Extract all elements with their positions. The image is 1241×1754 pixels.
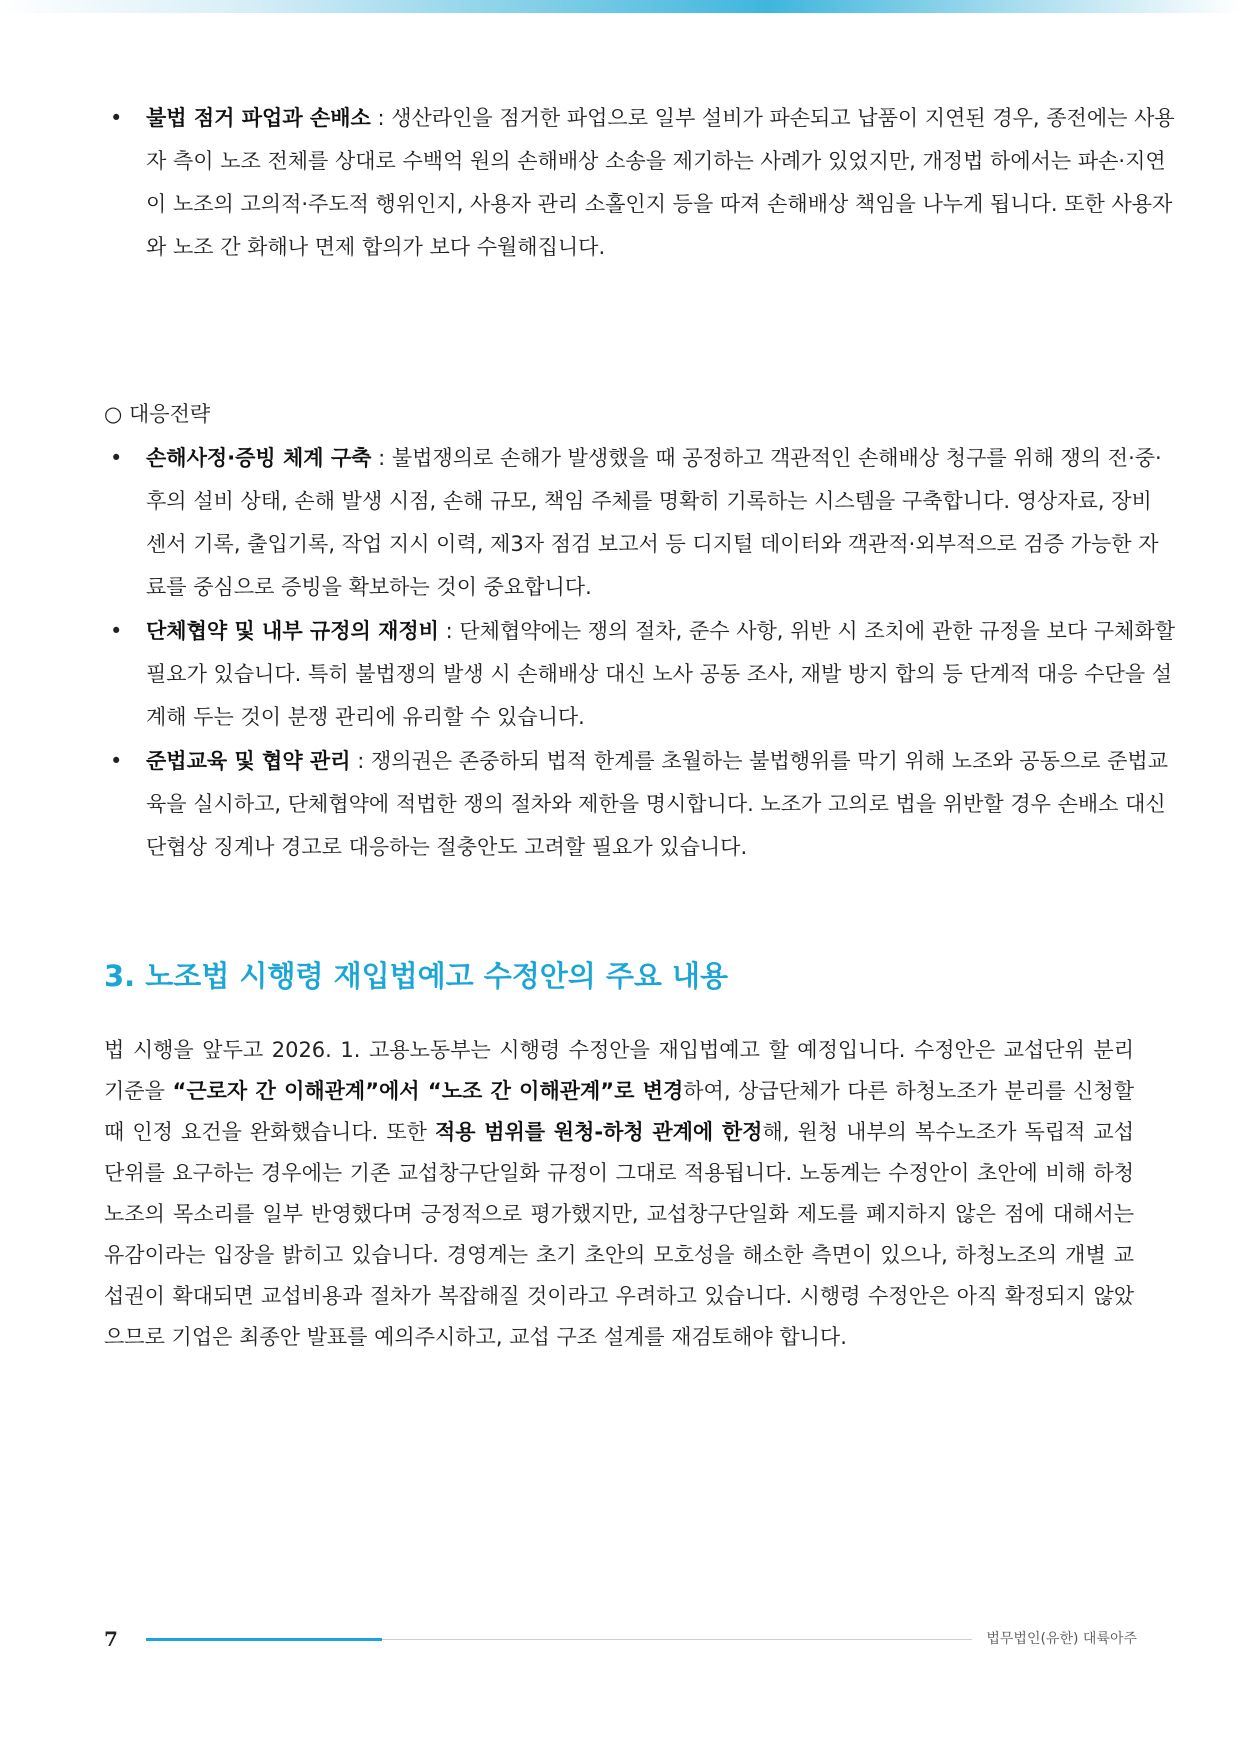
body-bold-2: 적용 범위를 원청-하청 관계에 한정 bbox=[434, 1120, 763, 1144]
body-bold-1: “근로자 간 이해관계”에서 “노조 간 이해관계”로 변경 bbox=[172, 1079, 684, 1103]
section-title: 3. 노조법 시행령 재입법예고 수정안의 주요 내용 bbox=[104, 959, 729, 993]
body-text-2: 하여, 상급단체가 다른 하청노조가 분리를 신청할 때 인정 요건을 완화했습니다. 또한 bbox=[104, 1079, 1134, 1144]
bullet-collective-agreement bbox=[104, 610, 1176, 739]
bullet-bold-label: 손해사정·증빙 체계 구축 bbox=[146, 446, 372, 470]
bullet-bold-label: 준법교육 및 협약 관리 bbox=[146, 749, 351, 773]
bullet-dot: • bbox=[110, 619, 123, 643]
bullet-text: : 생산라인을 점거한 파업으로 일부 설비가 파손되고 납품이 지연된 경우, 종전에는 사용자 측이 노조 전체를 상대로 수백억 원의 손해배상 소송을 제기하는 사례가 있었지만, 개정법 하에서는 파손·지연이 노조의 고의적·주도적 행위인지, 사용자 관리 소홀인지 등을 따져 손해배상 책임을 나누게 됩니다. 또한 사용자와 노조 간 화해나 면제 합의가 보다 수월해집니다. bbox=[146, 106, 1175, 259]
bullet-text: : 불법쟁의로 손해가 발생했을 때 공정하고 객관적인 손해배상 청구를 위해 쟁의 전·중·후의 설비 상태, 손해 발생 시점, 손해 규모, 책임 주체를 명확히 기록하는 시스템을 구축합니다. 영상자료, 장비 센서 기록, 출입기록, 작업 지시 이력, 제3자 점검 보고서 등 디지털 데이터와 객관적·외부적으로 검증 가능한 자료를 중심으로 증빙을 확보하는 것이 중요합니다. bbox=[146, 446, 1162, 599]
bullet-text: : 단체협약에는 쟁의 절차, 준수 사항, 위반 시 조치에 관한 규정을 보다 구체화할 필요가 있습니다. 특히 불법쟁의 발생 시 손해배상 대신 노사 공동 조사, 재발 방지 합의 등 단계적 대응 수단을 설계해 두는 것이 분쟁 관리에 유리할 수 있습니다. bbox=[146, 619, 1176, 729]
footer-divider-line bbox=[382, 1639, 972, 1640]
footer-firm-name: 법무법인(유한) 대륙아주 bbox=[986, 1631, 1137, 1647]
bullet-dot: • bbox=[110, 446, 123, 470]
bullet-dot: • bbox=[110, 749, 123, 773]
bullet-damage-assessment bbox=[104, 437, 1176, 609]
bullet-dot: • bbox=[110, 106, 123, 130]
bullet-text: : 쟁의권은 존중하되 법적 한계를 초월하는 불법행위를 막기 위해 노조와 공동으로 준법교육을 실시하고, 단체협약에 적법한 쟁의 절차와 제한을 명시합니다. 노조가 고의로 법을 위반할 경우 손배소 대신 단협상 징계나 경고로 대응하는 절충안도 고려할 필요가 있습니다. bbox=[146, 749, 1168, 859]
bullet-bold-label: 단체협약 및 내부 규정의 재정비 bbox=[146, 619, 439, 643]
body-paragraph bbox=[104, 1030, 1134, 1358]
body-text-1: 법 시행을 앞두고 2026. 1. 고용노동부는 시행령 수정안을 재입법예고 할 예정입니다. 수정안은 교섭단위 분리 기준을 bbox=[104, 1038, 1134, 1103]
bullet-illegal-occupation-strike bbox=[104, 97, 1176, 269]
body-text-3: 해, 원청 내부의 복수노조가 독립적 교섭단위를 요구하는 경우에는 기존 교섭창구단일화 규정이 그대로 적용됩니다. 노동계는 수정안이 초안에 비해 하청노조의 목소리를 일부 반영했다며 긍정적으로 평가했지만, 교섭창구단일화 제도를 폐지하지 않은 점에 대해서는 유감이라는 입장을 밝히고 있습니다. 경영계는 초기 초안의 모호성을 해소한 측면이 있으나, 하청노조의 개별 교섭권이 확대되면 교섭비용과 절차가 복잡해질 것이라고 우려하고 있습니다. 시행령 수정안은 아직 확정되지 않았으므로 기업은 최종안 발표를 예의주시하고, 교섭 구조 설계를 재검토해야 합니다. bbox=[104, 1120, 1134, 1349]
bullet-bold-label: 불법 점거 파업과 손배소 bbox=[146, 106, 371, 130]
top-gradient-bar bbox=[0, 0, 1241, 13]
page-number: 7 bbox=[104, 1627, 118, 1651]
footer-accent-line bbox=[146, 1638, 382, 1641]
strategy-heading: ○ 대응전략 bbox=[104, 402, 211, 426]
bullet-compliance-education bbox=[104, 740, 1176, 869]
